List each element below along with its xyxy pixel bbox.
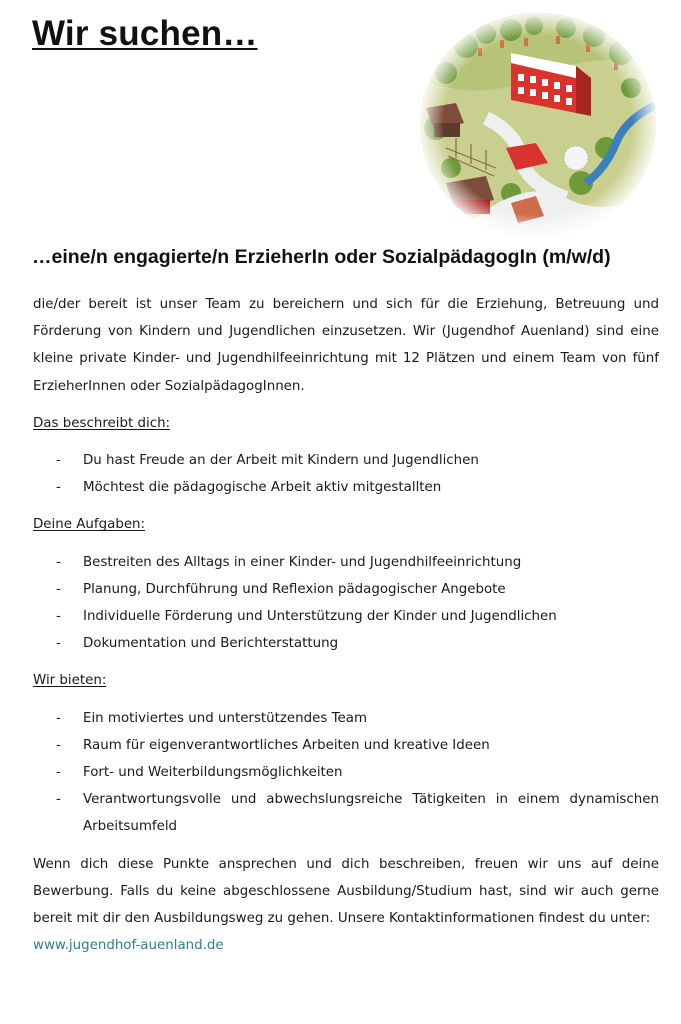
posting-body: [33, 291, 659, 959]
dash-bullet: -: [56, 765, 61, 781]
dash-bullet: -: [56, 480, 61, 496]
dash-bullet: -: [56, 453, 61, 469]
dash-bullet: -: [56, 710, 61, 726]
dash-bullet: -: [56, 737, 61, 753]
list-item: - Bestreiten des Alltags in einer Kinder- und Jugendhilfeeinrichtung: [33, 549, 659, 576]
job-title: …eine/n engagierte/n ErzieherIn oder SozialpädagogIn (m/w/d): [32, 246, 611, 268]
list-item: - Möchtest die pädagogische Arbeit aktiv mitgestallten: [33, 474, 659, 501]
dash-bullet: -: [56, 792, 61, 808]
website-link[interactable]: www.jugendhof-auenland.de: [33, 938, 224, 954]
list-item: - Verantwortungsvolle und abwechslungsreiche Tätigkeiten in einem dynamischen Arbeitsumfeld: [33, 786, 659, 840]
section-heading-profile: Das beschreibt dich:: [33, 415, 171, 431]
list-item: - Raum für eigenverantwortliches Arbeiten und kreative Ideen: [33, 732, 659, 759]
list-item: - Ein motiviertes und unterstützendes Team: [33, 705, 659, 732]
list-item: - Planung, Durchführung und Reflexion pädagogischer Angebote: [33, 576, 659, 603]
dash-bullet: -: [56, 554, 61, 570]
farm-illustration: [416, 8, 660, 242]
list-item: - Dokumentation und Berichterstattung: [33, 630, 659, 657]
page-title: Wir suchen…: [32, 14, 258, 53]
profile-list: [33, 447, 659, 501]
list-item: - Individuelle Förderung und Unterstützung der Kinder und Jugendlichen: [33, 603, 659, 630]
list-item: - Du hast Freude an der Arbeit mit Kindern und Jugendlichen: [33, 447, 659, 474]
offer-list: [33, 705, 659, 841]
section-heading-tasks: Deine Aufgaben:: [33, 517, 146, 533]
tasks-list: [33, 549, 659, 658]
dash-bullet: -: [56, 636, 61, 652]
dash-bullet: -: [56, 581, 61, 597]
intro-paragraph: die/der bereit ist unser Team zu bereichern und sich für die Erziehung, Betreuung und Förderung von Kindern und Jugendlichen einzusetzen. Wir (Jugendhof Auenland) sind eine kleine private Kinder- und Jugendhilfeeinrichtung mit 12 Plätzen und einem Team von fünf ErzieherInnen oder SozialpädagogInnen.: [33, 297, 659, 394]
dash-bullet: -: [56, 609, 61, 625]
closing-paragraph: Wenn dich diese Punkte ansprechen und dich beschreiben, freuen wir uns auf deine Bewerbung. Falls du keine abgeschlossene Ausbildung/Studium hast, sind wir auch gerne bereit mit dir den Ausbildungsweg zu gehen. Unsere Kontaktinformationen findest du unter:: [33, 856, 659, 927]
section-heading-offer: Wir bieten:: [33, 673, 107, 689]
list-item: - Fort- und Weiterbildungsmöglichkeiten: [33, 759, 659, 786]
